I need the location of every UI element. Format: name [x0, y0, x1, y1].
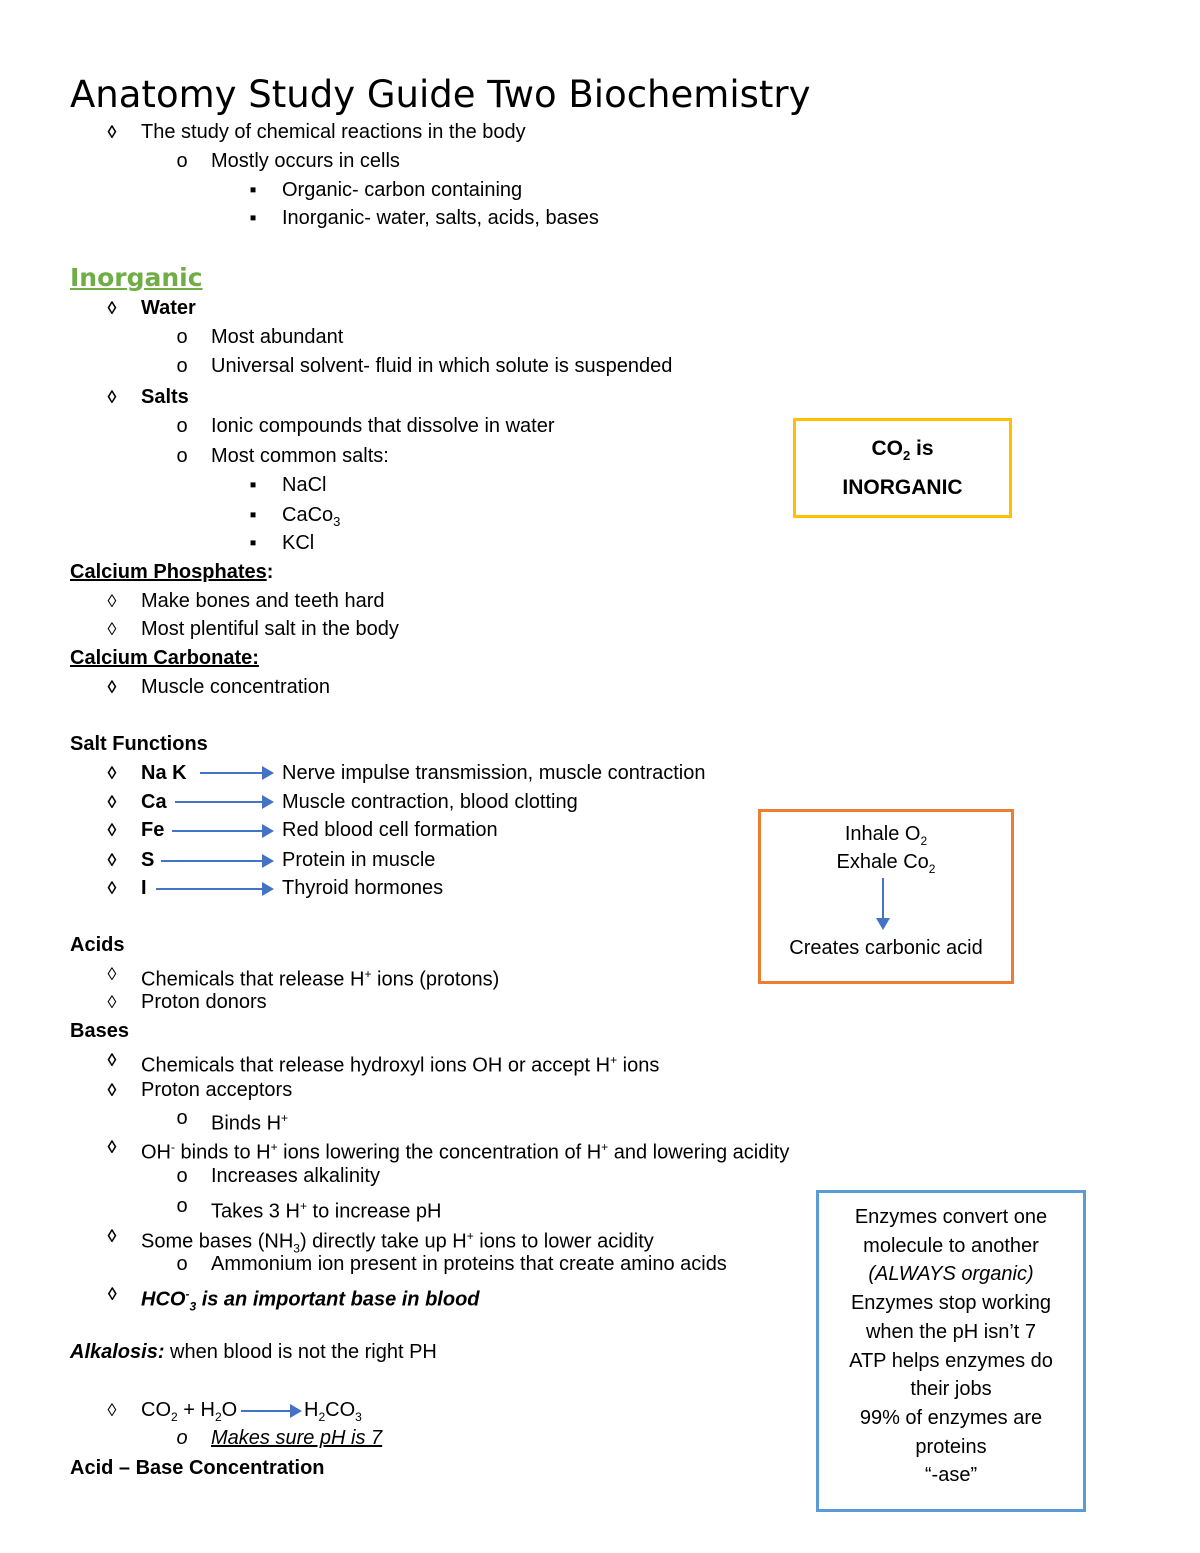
arrow-right-icon	[241, 1410, 300, 1412]
acids-item: Proton donors	[141, 991, 267, 1013]
enzymes-callout-box	[816, 1190, 1086, 1512]
circle-bullet-icon: o	[176, 355, 188, 377]
acid-base-heading: Acid – Base Concentration	[70, 1457, 325, 1479]
square-bullet-icon: ▪	[249, 504, 257, 526]
phosphate-item: Make bones and teeth hard	[141, 590, 385, 612]
square-bullet-icon: ▪	[249, 179, 257, 201]
arrow-right-icon	[156, 888, 272, 890]
salt-name: CaCo$_3$	[282, 504, 341, 529]
diamond-bullet-icon: ◊	[107, 763, 117, 783]
salt-ion: Na K	[141, 762, 187, 784]
bases-item-emphasis: $HCO^-_3$ is an important base in blood	[141, 1287, 480, 1314]
circle-bullet-icon: o	[176, 150, 188, 172]
diamond-bullet-icon: ◊	[107, 992, 117, 1012]
bases-sub-item: Increases alkalinity	[211, 1165, 380, 1187]
water-item: Water	[141, 297, 196, 319]
circle-bullet-icon: o	[176, 1427, 188, 1449]
square-bullet-icon: ▪	[249, 207, 257, 229]
enzymes-line: ATP helps enzymes do	[849, 1349, 1053, 1372]
circle-bullet-icon: o	[176, 1107, 188, 1129]
salt-ion: Ca	[141, 791, 167, 813]
enzymes-line: “-ase”	[924, 1464, 978, 1487]
circle-bullet-icon: o	[176, 326, 188, 348]
salt-name: KCl	[282, 532, 315, 554]
salt-function: Red blood cell formation	[282, 819, 498, 841]
diamond-bullet-icon: ◊	[107, 298, 117, 318]
bases-item: Some bases $(NH_3)$ directly take up H+ ions to lower acidity	[141, 1229, 654, 1256]
equation-right: $H_2CO_3$	[304, 1399, 362, 1424]
diamond-bullet-icon: ◊	[107, 591, 117, 611]
square-bullet-icon: ▪	[249, 474, 257, 496]
circle-bullet-icon: o	[176, 1165, 188, 1187]
diamond-bullet-icon: ◊	[107, 1137, 117, 1157]
acids-heading: Acids	[70, 934, 125, 956]
salt-function: Nerve impulse transmission, muscle contraction	[282, 762, 706, 784]
inorganic-heading: Inorganic	[70, 263, 203, 292]
intro-line: The study of chemical reactions in the body	[141, 121, 526, 143]
salt-function: Protein in muscle	[282, 849, 436, 871]
alkalosis-line: Alkalosis: when blood is not the right PH	[70, 1341, 437, 1363]
acids-item: Chemicals that release H+ ions (protons)	[141, 967, 500, 991]
salt-ion: I	[141, 877, 147, 899]
breathing-line: Exhale $Co_2$	[836, 851, 936, 876]
circle-bullet-icon: o	[176, 1253, 188, 1275]
circle-bullet-icon: o	[176, 415, 188, 437]
bases-sub-item: Binds H+	[211, 1111, 289, 1135]
enzymes-line: molecule to another	[863, 1234, 1039, 1257]
salt-function: Muscle contraction, blood clotting	[282, 791, 578, 813]
diamond-bullet-icon: ◊	[107, 878, 117, 898]
diamond-bullet-icon: ◊	[107, 1080, 117, 1100]
arrow-right-icon	[172, 830, 272, 832]
arrow-right-icon	[161, 860, 272, 862]
bases-item: Chemicals that release hydroxyl ions OH or accept H+ ions	[141, 1053, 660, 1077]
enzymes-line: Enzymes stop working	[850, 1292, 1052, 1315]
breathing-callout-box	[758, 809, 1014, 984]
co2-callout-box	[793, 418, 1012, 518]
diamond-bullet-icon: ◊	[107, 1400, 117, 1420]
square-bullet-icon: ▪	[249, 532, 257, 554]
arrow-right-icon	[175, 801, 272, 803]
breathing-line: Inhale $O_2$	[844, 823, 928, 848]
salt-function: Thyroid hormones	[282, 877, 444, 899]
bases-item: OH- binds to H+ ions lowering the concentration of H+ and lowering acidity	[141, 1140, 790, 1164]
salts-sub-item: Most common salts:	[211, 445, 389, 467]
salts-item: Salts	[141, 386, 189, 408]
diamond-bullet-icon: ◊	[107, 677, 117, 697]
bases-heading: Bases	[70, 1020, 129, 1042]
circle-bullet-icon: o	[176, 1195, 188, 1217]
co2-callout-line: INORGANIC	[842, 476, 963, 500]
water-sub-item: Most abundant	[211, 326, 344, 348]
enzymes-line: when the pH isn’t 7	[865, 1320, 1037, 1343]
diamond-bullet-icon: ◊	[107, 850, 117, 870]
calcium-phosphates-heading: Calcium Phosphates:	[70, 561, 274, 583]
salt-ion: Fe	[141, 819, 165, 841]
salt-name: NaCl	[282, 474, 327, 496]
salt-ion: S	[141, 849, 155, 871]
calcium-carbonate-heading: Calcium Carbonate:	[70, 647, 259, 669]
phosphate-item: Most plentiful salt in the body	[141, 618, 399, 640]
breathing-line: Creates carbonic acid	[789, 937, 983, 959]
enzymes-line: proteins	[915, 1435, 987, 1458]
enzymes-line: their jobs	[910, 1378, 992, 1401]
salt-functions-heading: Salt Functions	[70, 733, 208, 755]
arrow-right-icon	[200, 772, 272, 774]
diamond-bullet-icon: ◊	[107, 619, 117, 639]
enzymes-line: Enzymes convert one	[854, 1206, 1048, 1228]
co2-callout-line: $CO_2$ is	[871, 437, 934, 464]
bases-sub-item: Takes 3 H+ to increase pH	[211, 1199, 442, 1223]
salts-sub-item: Ionic compounds that dissolve in water	[211, 415, 555, 437]
bases-sub-item: Ammonium ion present in proteins that create amino acids	[211, 1253, 727, 1275]
diamond-bullet-icon: ◊	[107, 792, 117, 812]
intro-inorganic: Inorganic- water, salts, acids, bases	[282, 207, 599, 229]
carbonate-item: Muscle concentration	[141, 676, 330, 698]
circle-bullet-icon: o	[176, 445, 188, 467]
diamond-bullet-icon: ◊	[107, 820, 117, 840]
diamond-bullet-icon: ◊	[107, 1284, 117, 1304]
diamond-bullet-icon: ◊	[107, 964, 117, 984]
intro-subline: Mostly occurs in cells	[211, 150, 400, 172]
intro-organic: Organic- carbon containing	[282, 179, 523, 201]
diamond-bullet-icon: ◊	[107, 122, 117, 142]
enzymes-line: (ALWAYS organic)	[868, 1263, 1034, 1286]
page-title: Anatomy Study Guide Two Biochemistry	[70, 73, 811, 116]
enzymes-line: 99% of enzymes are	[859, 1406, 1043, 1429]
arrow-down-icon	[882, 878, 884, 924]
diamond-bullet-icon: ◊	[107, 1050, 117, 1070]
equation-left: $CO_2 + H_2O$	[141, 1399, 238, 1424]
bases-item: Proton acceptors	[141, 1079, 293, 1101]
water-sub-item: Universal solvent- fluid in which solute is suspended	[211, 355, 673, 377]
diamond-bullet-icon: ◊	[107, 1226, 117, 1246]
equation-note: Makes sure pH is 7	[211, 1427, 383, 1449]
diamond-bullet-icon: ◊	[107, 387, 117, 407]
